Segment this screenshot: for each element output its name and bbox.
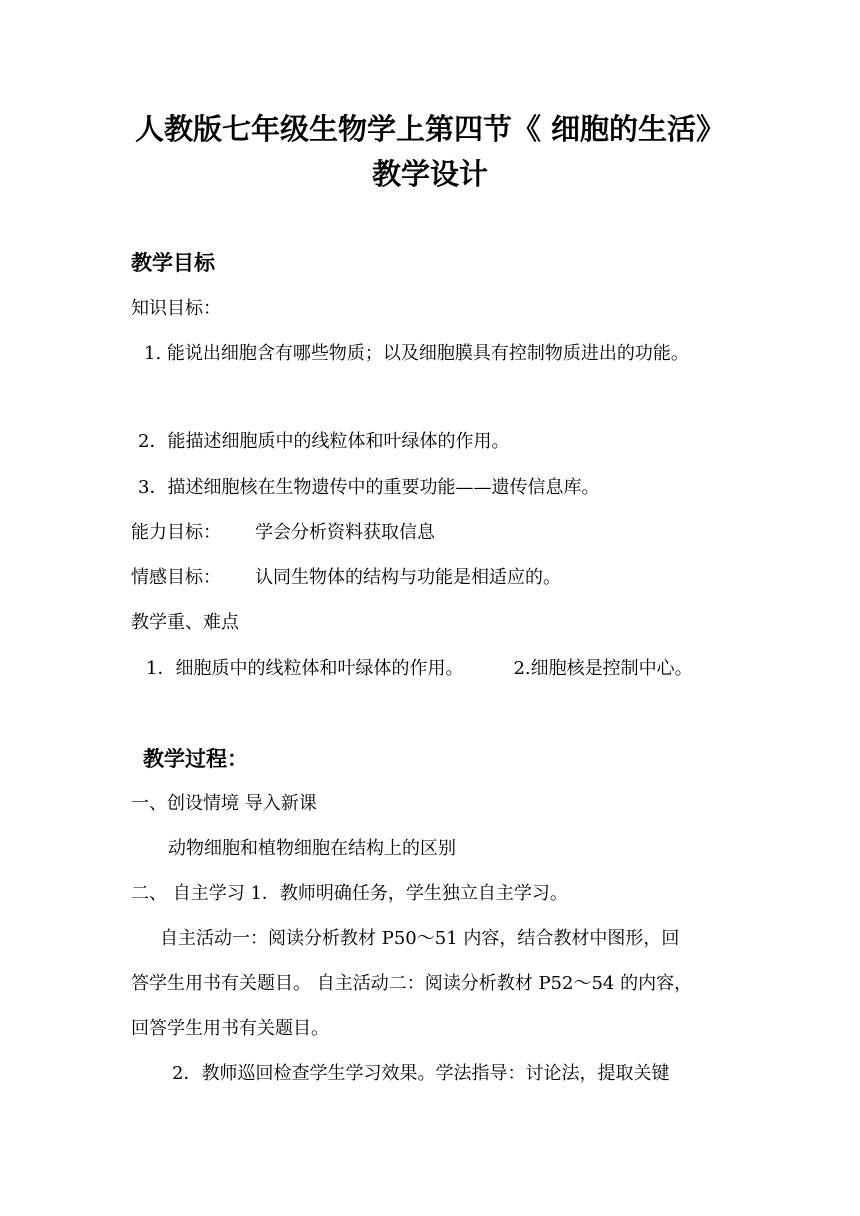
- document-title-line1: 人教版七年级生物学上第四节《 细胞的生活》: [134, 112, 726, 146]
- step1-text: 动物细胞和植物细胞在结构上的区别: [168, 838, 456, 859]
- key-points-label: 教学重、难点: [131, 612, 239, 633]
- step2-paragraph-line3: 回答学生用书有关题目。: [131, 1018, 329, 1039]
- knowledge-item-1: 1. 能说出细胞含有哪些物质；以及细胞膜具有控制物质进出的功能。: [144, 343, 689, 364]
- key-points-row: [146, 657, 693, 681]
- step1-title: 一、创设情境 导入新课: [131, 793, 317, 814]
- key-point-2: 2.细胞核是控制中心。: [513, 658, 693, 679]
- ability-objective: [131, 521, 435, 545]
- step2-title: 二、 自主学习 1．教师明确任务，学生独立自主学习。: [131, 883, 568, 904]
- emotion-text: 认同生物体的结构与功能是相适应的。: [255, 567, 561, 588]
- knowledge-label: 知识目标：: [131, 298, 221, 319]
- knowledge-item-2: 2．能描述细胞质中的线粒体和叶绿体的作用。: [138, 431, 510, 452]
- key-point-1: 1．细胞质中的线粒体和叶绿体的作用。: [146, 658, 464, 679]
- step2-paragraph-line2: 答学生用书有关题目。 自主活动二：阅读分析教材 P52～54 的内容，: [131, 973, 693, 994]
- document-title-line2: 教学设计: [371, 157, 488, 191]
- section-heading-objectives: 教学目标: [131, 250, 215, 275]
- ability-text: 学会分析资料获取信息: [255, 522, 435, 543]
- step2-item2: 2．教师巡回检查学生学习效果。学法指导：讨论法，提取关键: [172, 1063, 670, 1084]
- section-heading-process: 教学过程：: [143, 746, 248, 771]
- ability-label: 能力目标：: [131, 522, 221, 543]
- knowledge-item-3: 3．描述细胞核在生物遗传中的重要功能——遗传信息库。: [138, 477, 600, 498]
- step2-paragraph-line1: 自主活动一：阅读分析教材 P50～51 内容，结合教材中图形，回: [160, 928, 680, 949]
- emotion-label: 情感目标：: [131, 567, 221, 588]
- emotion-objective: [131, 566, 561, 590]
